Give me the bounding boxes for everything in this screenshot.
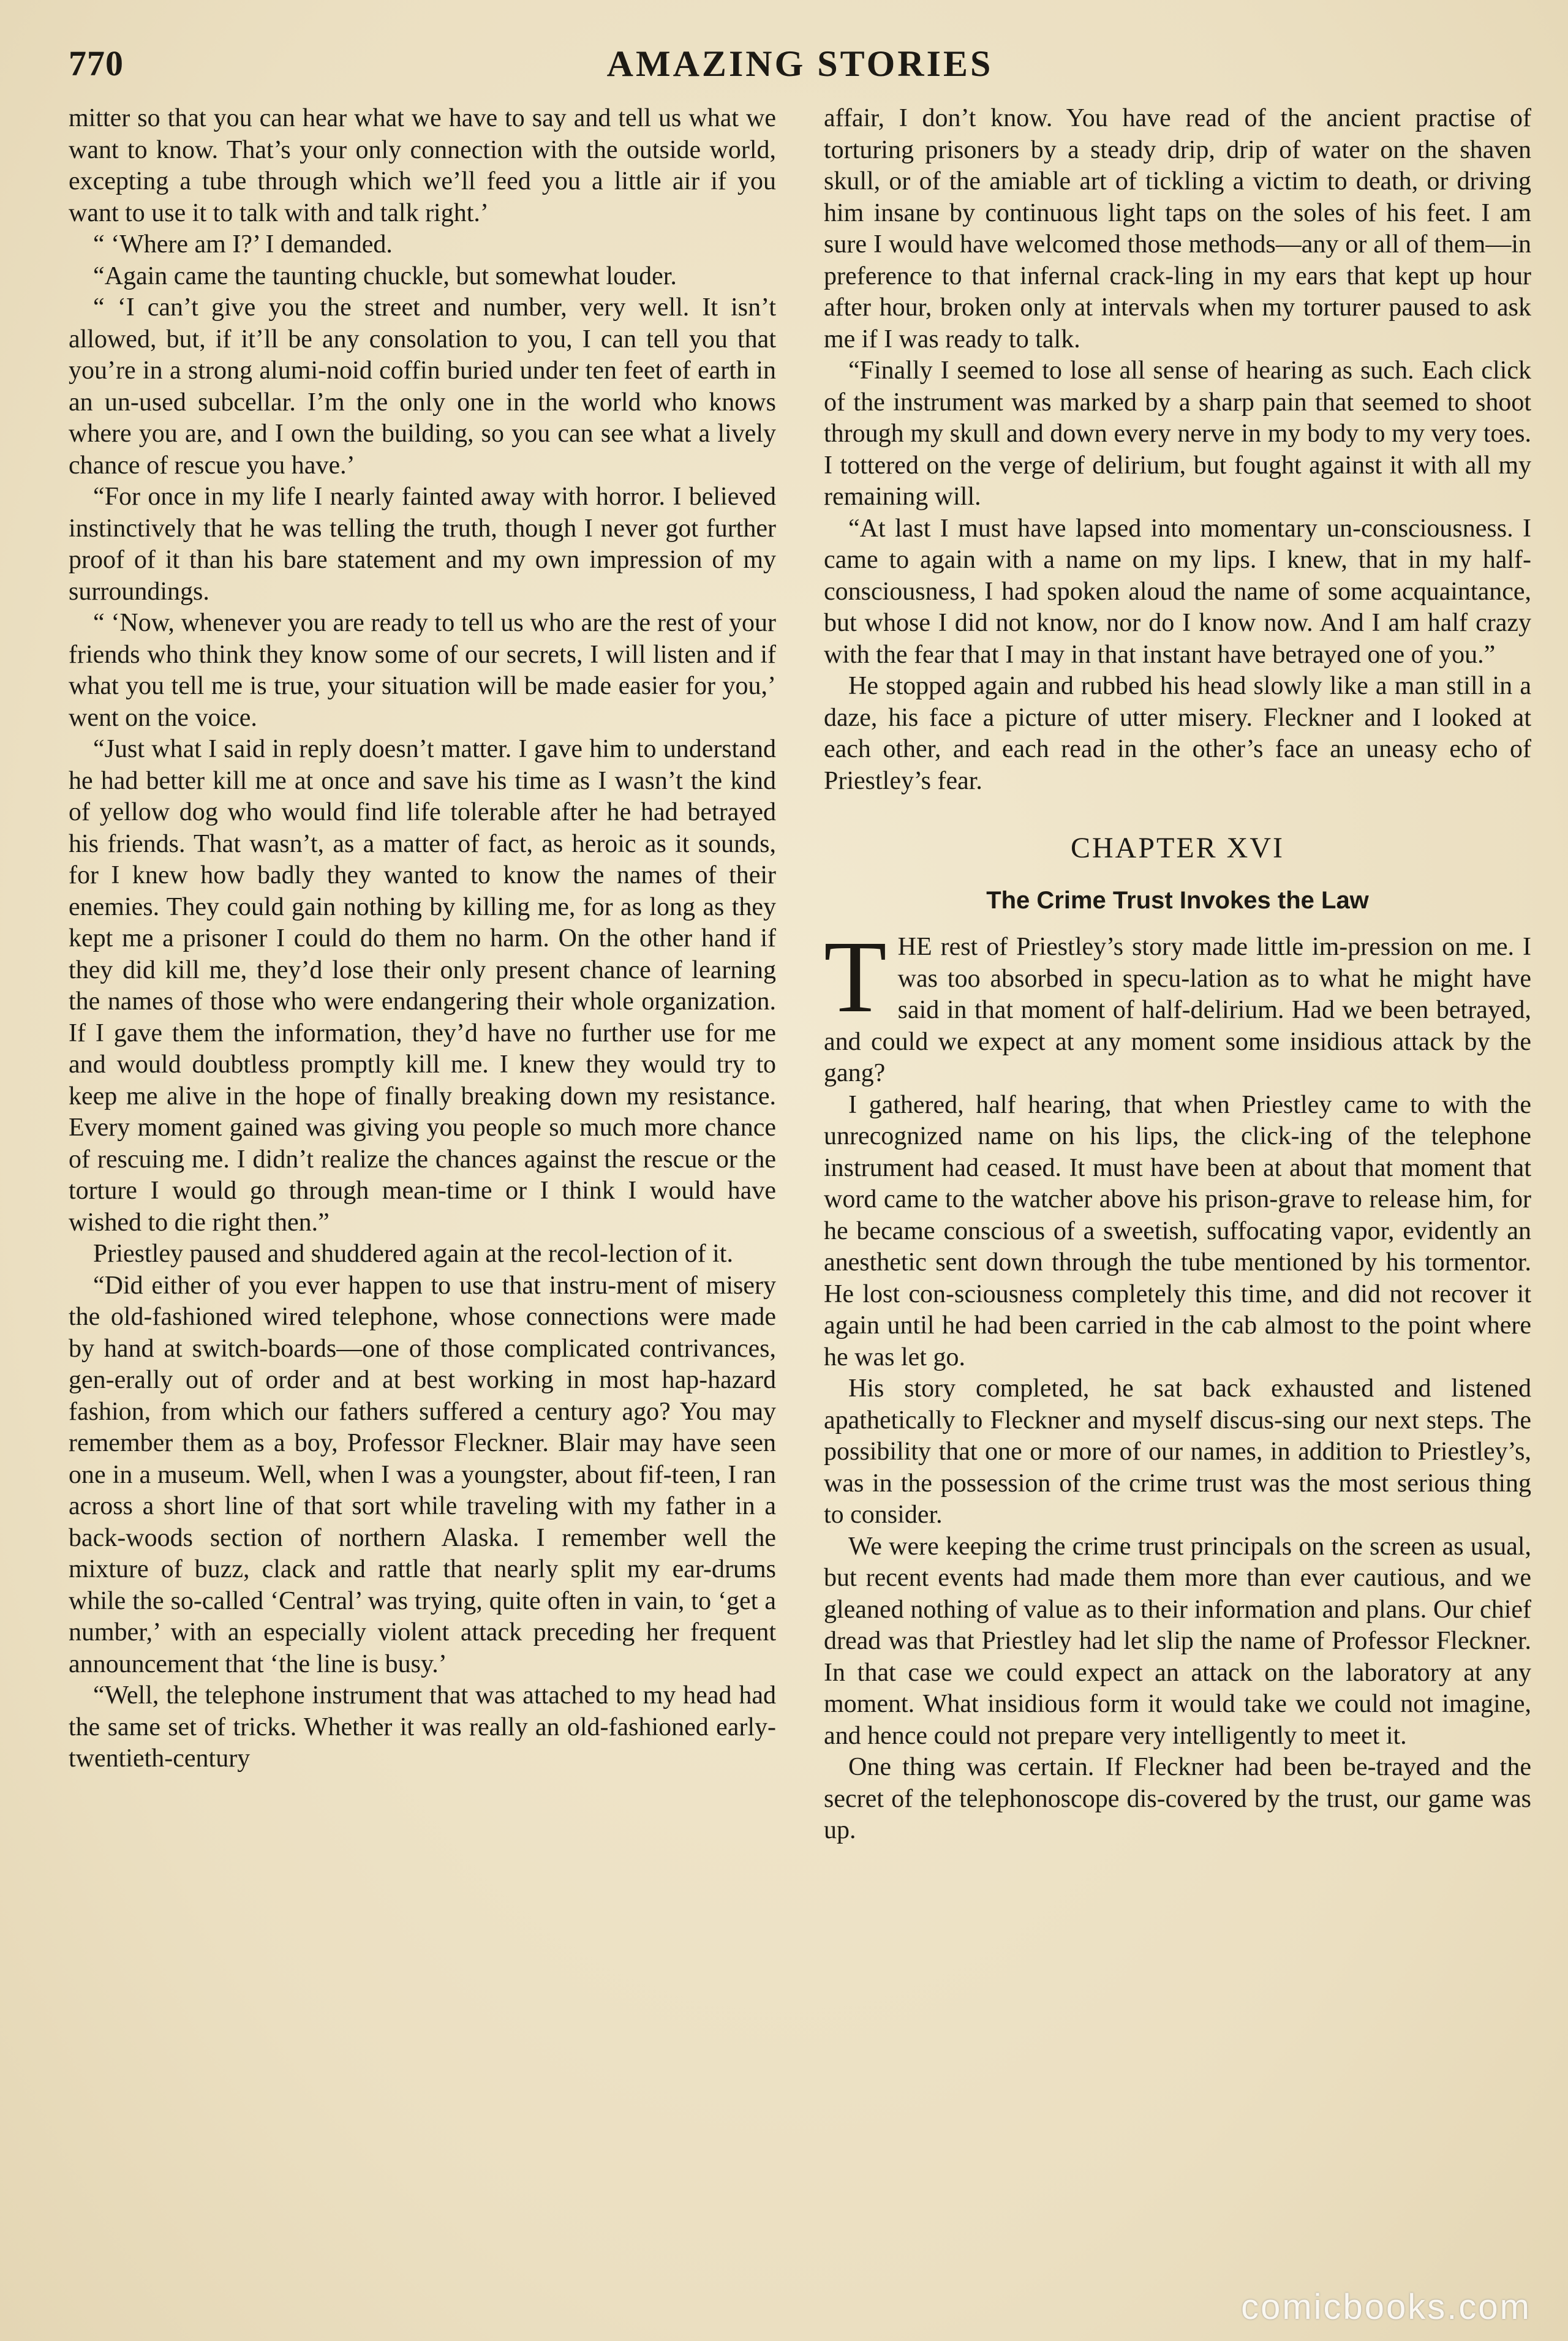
- paragraph: “ ‘I can’t give you the street and number, very well. It isn’t allowed, but, if it’ll be any consolation to you, I can tell you that you’re in a strong alumi-noid coffin buried under ten feet of earth in an un-used subcellar. I’m the only one in the world who knows where you are, and I own the building, so you can see what a lively chance of rescue you have.’: [69, 293, 776, 480]
- paragraph: Priestley paused and shuddered again at the recol-lection of it.: [93, 1240, 733, 1268]
- drop-cap: T: [824, 920, 887, 1034]
- paragraph: He stopped again and rubbed his head slowly like a man still in a daze, his face a picture of utter misery. Fleckner and I looked at each other, and each read in the other’s face an uneasy echo of Priestley’s fear.: [824, 672, 1531, 795]
- text-columns: [69, 103, 1531, 1847]
- paragraph: mitter so that you can hear what we have to say and tell us what we want to know. That’s your only connection with the outside world, excepting a tube through which we’ll feed you a little air if you want to use it to talk with and talk right.’: [69, 104, 776, 227]
- chapter-opening-paragraph: [824, 920, 1531, 1090]
- chapter-heading: CHAPTER XVI: [1070, 832, 1284, 864]
- page-number: 770: [69, 43, 124, 83]
- page-header: [69, 43, 1531, 98]
- paragraph: “At last I must have lapsed into momentary un-consciousness. I came to again with a name on my lips. I knew, that in my half-consciousness, I had spoken aloud the name of some acquaintance, but whose I did not know, nor do I know now. And I am half crazy with the fear that I may in that instant have betrayed one of you.”: [824, 514, 1531, 669]
- paragraph: One thing was certain. If Fleckner had been be-trayed and the secret of the telephonoscope dis-covered by the trust, our game was up.: [824, 1753, 1531, 1844]
- chapter-title: The Crime Trust Invokes the Law: [986, 887, 1369, 914]
- paragraph: His story completed, he sat back exhausted and listened apathetically to Fleckner and myself discus-sing our next steps. The possibility that one or more of our names, in addition to Priestley’s, was in the possession of the crime trust was the most serious thing to consider.: [824, 1374, 1531, 1529]
- opening-text: HE rest of Priestley’s story made little im-pression on me. I was too absorbed in specu-lation as to what he might have said in that moment of half-delirium. Had we been betrayed, and could we expect at any moment some insidious attack by the gang?: [824, 933, 1531, 1087]
- left-column: [69, 103, 776, 1847]
- paragraph: “ ‘Now, whenever you are ready to tell us who are the rest of your friends who think they know some of our secrets, I will listen and if what you tell me is true, your situation will be made easier for you,’ went on the voice.: [69, 609, 776, 732]
- paragraph: “For once in my life I nearly fainted away with horror. I believed instinctively that he was telling the truth, though I never got further proof of it than his bare statement and my own impression of my surroundings.: [69, 483, 776, 606]
- paragraph: “Just what I said in reply doesn’t matter. I gave him to understand he had better kill me at once and save his time as I wasn’t the kind of yellow dog who would find life tolerable after he had betrayed his friends. That wasn’t, as a matter of fact, as heroic as it sounds, for I knew how badly they wanted to know the names of their enemies. They could gain nothing by killing me, for as long as they kept me a prisoner I could do them no harm. On the other hand if they did kill me, they’d lose their only present chance of learning the names of those who were endangering their whole organization. If I gave them the information, they’d have no further use for me and would doubtless promptly kill me. I knew they would try to keep me alive in the hope of finally breaking down my resistance. Every moment gained was giving you people so much more chance of rescuing me. I didn’t realize the chances against the rescue or the torture I would go through mean-time or I think I would have wished to die right then.”: [69, 735, 776, 1237]
- paragraph: “Again came the taunting chuckle, but somewhat louder.: [93, 262, 677, 290]
- paragraph: “Well, the telephone instrument that was attached to my head had the same set of tricks. Whether it was really an old-fashioned early-twentieth-century: [69, 1681, 776, 1773]
- paragraph: “ ‘Where am I?’ I demanded.: [93, 230, 393, 258]
- paragraph: “Finally I seemed to lose all sense of hearing as such. Each click of the instrument was marked by a sharp pain that seemed to shoot through my skull and down every nerve in my body to my very toes. I tottered on the verge of delirium, but fought against it with all my remaining will.: [824, 356, 1531, 511]
- paragraph: We were keeping the crime trust principals on the screen as usual, but recent events had made them more than ever cautious, and we gleaned nothing of value as to their information and plans. Our chief dread was that Priestley had let slip the name of Professor Fleckner. In that case we could expect an attack on the laboratory at any moment. What insidious form it would take we could not imagine, and hence could not prepare very intelligently to meet it.: [824, 1532, 1531, 1750]
- right-column: [824, 103, 1531, 1847]
- paragraph: “Did either of you ever happen to use that instru-ment of misery the old-fashioned wired telephone, whose connections were made by hand at switch-boards—one of those complicated contrivances, gen-erally out of order and at best working in most hap-hazard fashion, from which our fathers suffered a century ago? You may remember them as a boy, Professor Fleckner. Blair may have seen one in a museum. Well, when I was a youngster, about fif-teen, I ran across a short line of that sort while traveling with my father in a back-woods section of northern Alaska. I remember well the mixture of buzz, clack and rattle that nearly split my ear-drums while the so-called ‘Central’ was trying, quite often in vain, to ‘get a number,’ with an especially violent attack preceding her frequent announcement that ‘the line is busy.’: [69, 1271, 776, 1678]
- paragraph: I gathered, half hearing, that when Priestley came to with the unrecognized name on his lips, the click-ing of the telephone instrument had ceased. It must have been at about that moment that word came to the watcher above his prison-grave to release him, for he became conscious of a sweetish, suffocating vapor, evidently an anesthetic sent down through the tube mentioned by his tormentor. He lost con-sciousness completely this time, and did not recover it again until he had been carried in the cab almost to the point where he was let go.: [824, 1090, 1531, 1371]
- paragraph: affair, I don’t know. You have read of the ancient practise of torturing prisoners by a steady drip, drip of water on the shaven skull, or of the amiable art of tickling a victim to death, or driving him insane by continuous light taps on the soles of his feet. I am sure I would have welcomed those methods—any or all of them—in preference to that infernal crack-ling in my ears that kept up hour after hour, broken only at intervals when my torturer paused to ask me if I was ready to talk.: [824, 104, 1531, 353]
- magazine-title: AMAZING STORIES: [606, 43, 993, 84]
- watermark: comicbooks.com: [1241, 2287, 1531, 2327]
